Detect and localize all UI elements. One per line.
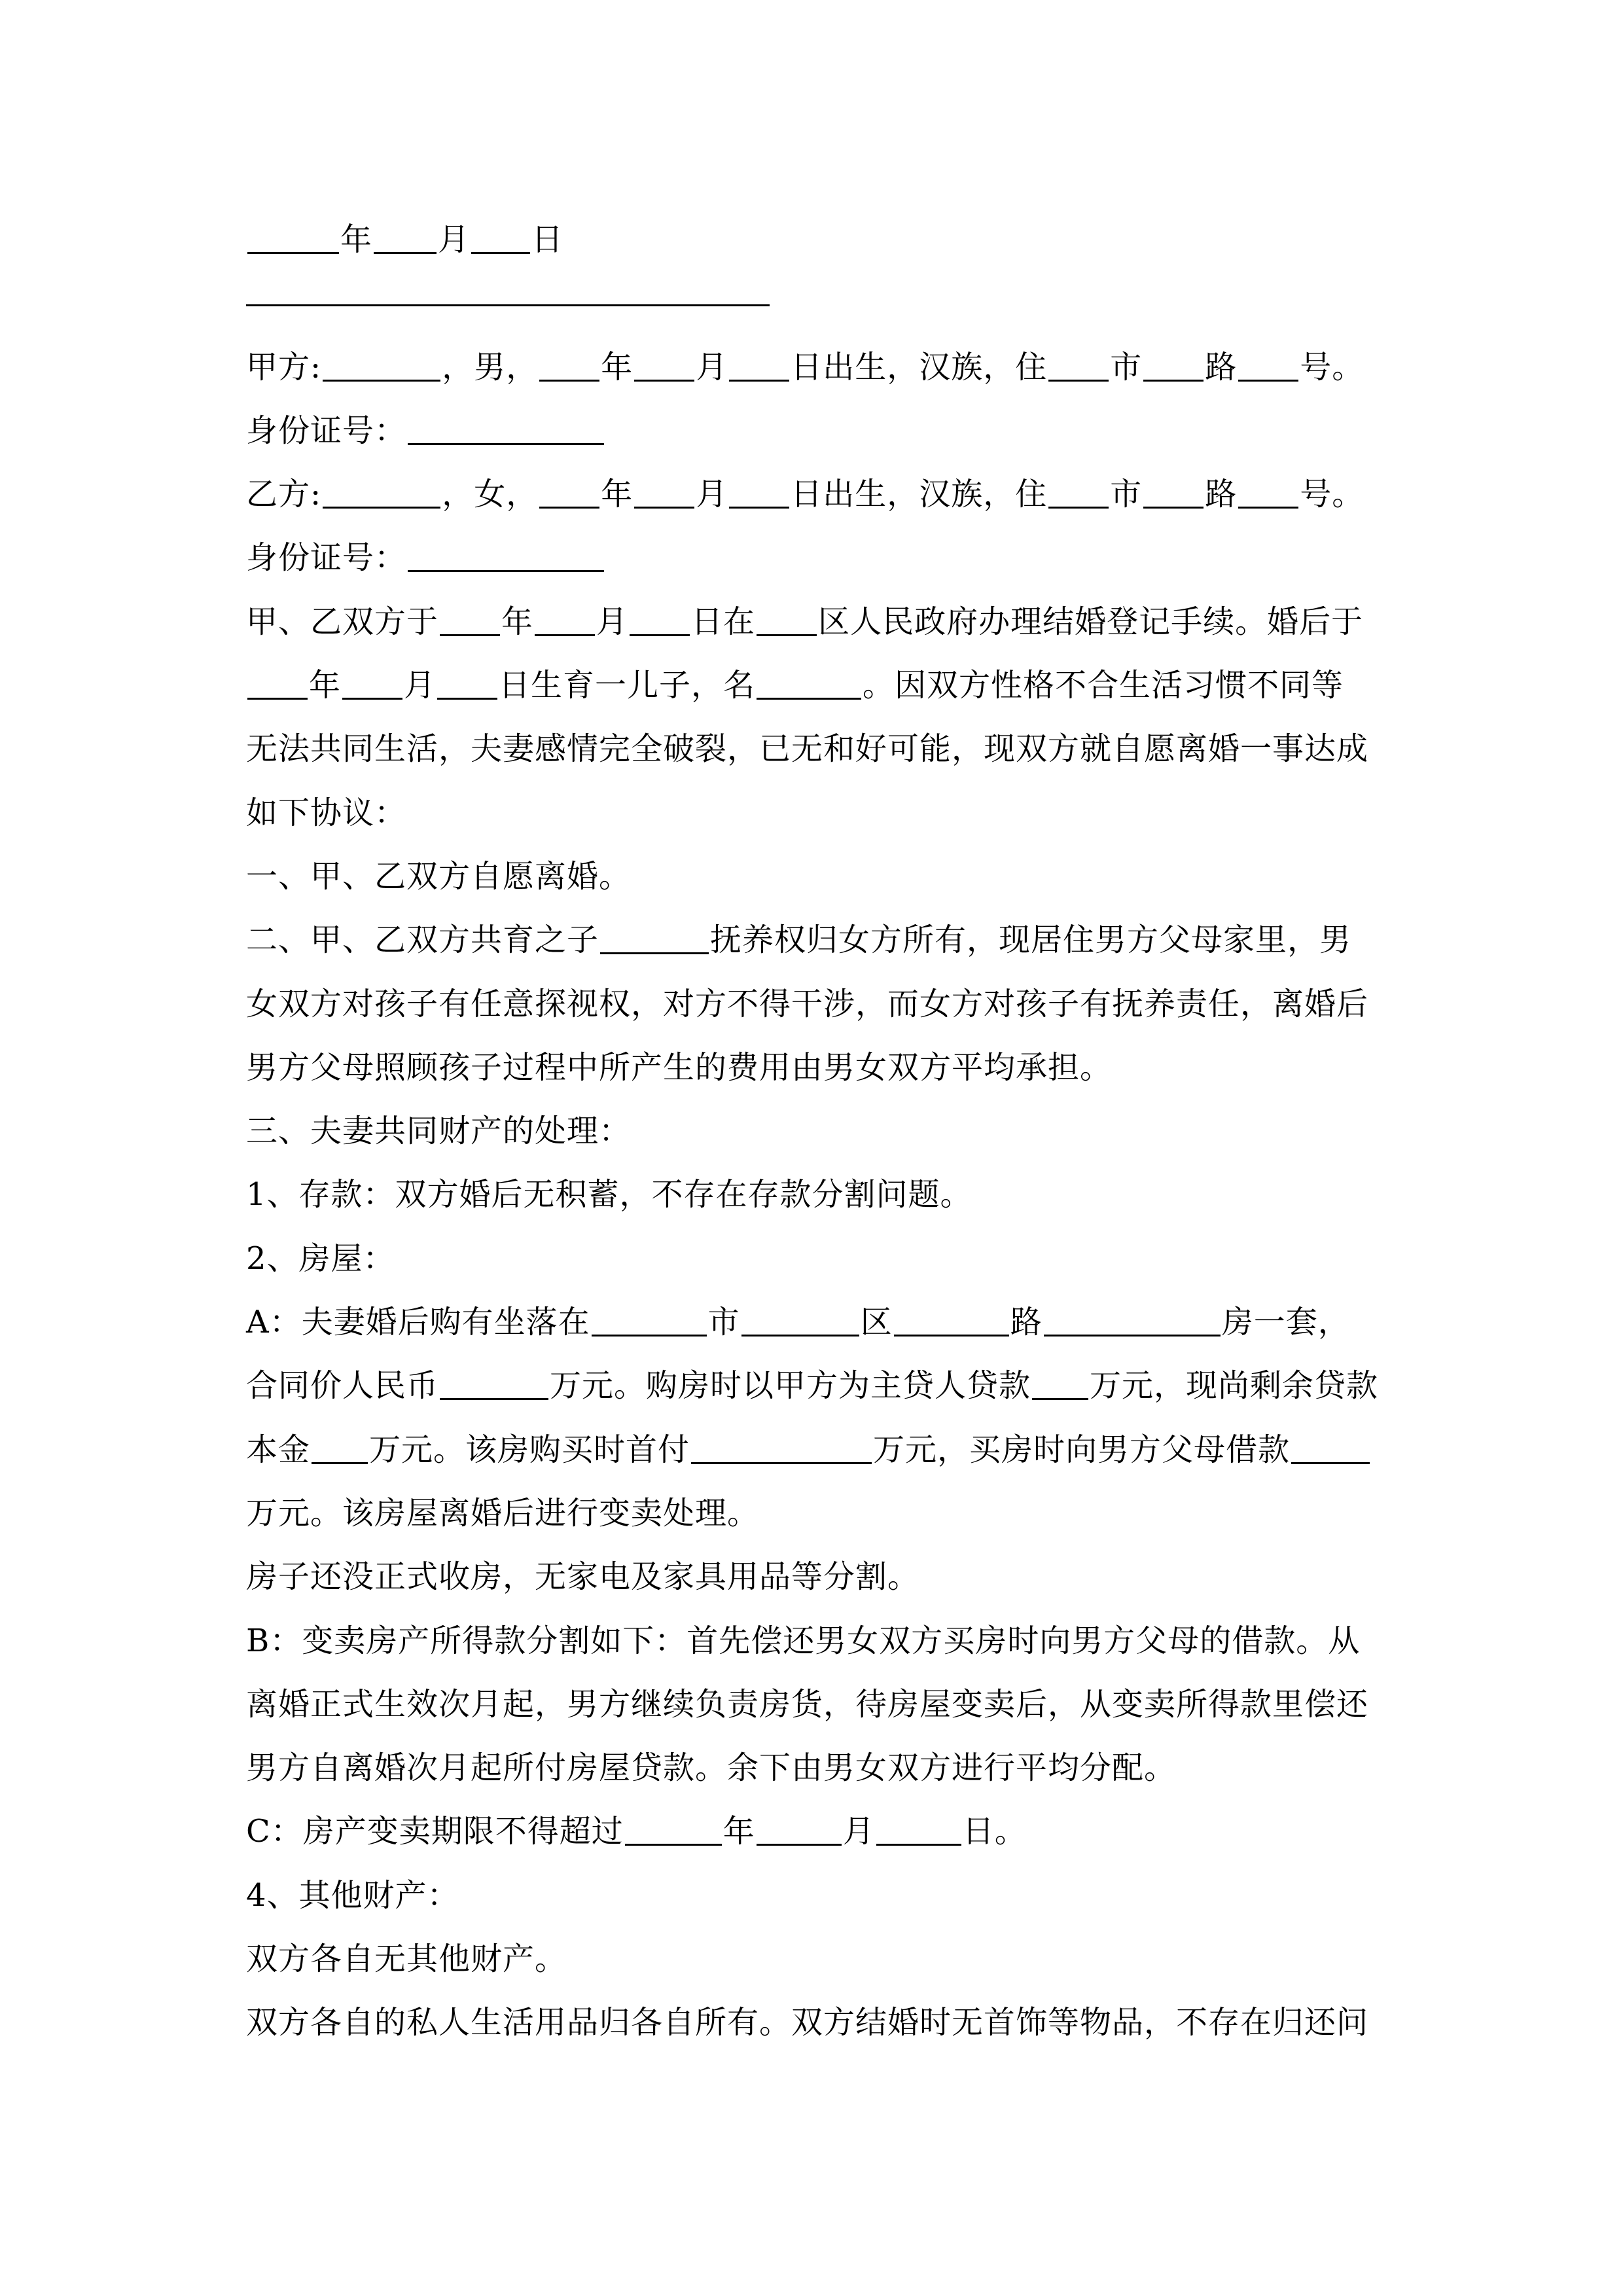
house-a-line-2: 合同价人民币 万元。购房时以甲方为主贷人贷款 万元，现尚剩余贷款 — [246, 1354, 1385, 1418]
son-name-blank-2 — [600, 918, 709, 954]
separator-line — [246, 272, 1385, 335]
house-c-line: C：房产变卖期限不得超过 年 月 日。 — [246, 1800, 1385, 1863]
clause-1: 一、甲、乙双方自愿离婚。 — [246, 857, 632, 895]
document-body — [246, 208, 1385, 2055]
house-heading: 2、房屋： — [246, 1240, 395, 1277]
day-blank — [471, 218, 530, 254]
deposit-item: 1、存款：双方婚后无积蓄，不存在存款分割问题。 — [246, 1176, 972, 1213]
clause-3-heading: 三、夫妻共同财产的处理： — [246, 1113, 632, 1150]
house-a-line-1: A：夫妻婚后购有坐落在 市 区 路 房一套， — [246, 1291, 1385, 1354]
date-line: 年 月 日 — [246, 208, 1385, 272]
marriage-line-2: 年 月 日生育一儿子，名 。因双方性格不合生活习惯不同等 — [246, 654, 1385, 717]
clause-2-line-3: 男方父母照顾孩子过程中所产生的费用由男女双方平均承担。 — [246, 1049, 1113, 1086]
other-property-1: 双方各自无其他财产。 — [246, 1941, 567, 1978]
other-property-2: 双方各自的私人生活用品归各自所有。双方结婚时无首饰等物品，不存在归还问 — [246, 2004, 1369, 2041]
party-a-id-line: 身份证号： — [246, 399, 1385, 463]
marriage-line-1: 甲、乙双方于 年 月 日在 区人民政府办理结婚登记手续。婚后于 — [246, 590, 1385, 654]
year-blank — [247, 218, 339, 254]
son-name-blank — [757, 664, 861, 700]
party-b-id-blank — [408, 536, 604, 572]
party-a-name-blank — [323, 346, 440, 382]
party-a-line: 甲方: ，男， 年 月 日出生，汉族，住 市 路 号。 — [246, 336, 1385, 399]
party-b-name-blank — [323, 473, 440, 509]
month-blank — [374, 218, 437, 254]
house-a-line-3: 本金 万元。该房购买时首付 万元，买房时向男方父母借款 — [246, 1418, 1385, 1482]
party-a-id-blank — [408, 409, 604, 445]
clause-2-line-2: 女双方对孩子有任意探视权，对方不得干涉，而女方对孩子有抚养责任，离婚后 — [246, 985, 1369, 1022]
clause-2-line-1: 二、甲、乙双方共育之子 抚养权归女方所有，现居住男方父母家里，男 — [246, 908, 1385, 972]
party-b-line: 乙方: ，女， 年 月 日出生，汉族，住 市 路 号。 — [246, 463, 1385, 526]
house-b-line-1: B：变卖房产所得款分割如下：首先偿还男女双方买房时向男方父母的借款。从 — [246, 1622, 1361, 1659]
house-b-line-2: 离婚正式生效次月起，男方继续负责房货，待房屋变卖后，从变卖所得款里偿还 — [246, 1685, 1369, 1723]
party-b-id-line: 身份证号： — [246, 526, 1385, 590]
marriage-line-3: 无法共同生活，夫妻感情完全破裂，已无和好可能，现双方就自愿离婚一事达成 — [246, 730, 1369, 768]
marriage-line-4: 如下协议： — [246, 794, 407, 831]
house-a-line-4: 万元。该房屋离婚后进行变卖处理。 — [246, 1494, 760, 1532]
other-property-heading: 4、其他财产： — [246, 1876, 459, 1914]
house-note: 房子还没正式收房，无家电及家具用品等分割。 — [246, 1558, 920, 1596]
house-b-line-3: 男方自离婚次月起所付房屋贷款。余下由男女双方进行平均分配。 — [246, 1749, 1177, 1787]
separator-rule — [246, 304, 770, 306]
